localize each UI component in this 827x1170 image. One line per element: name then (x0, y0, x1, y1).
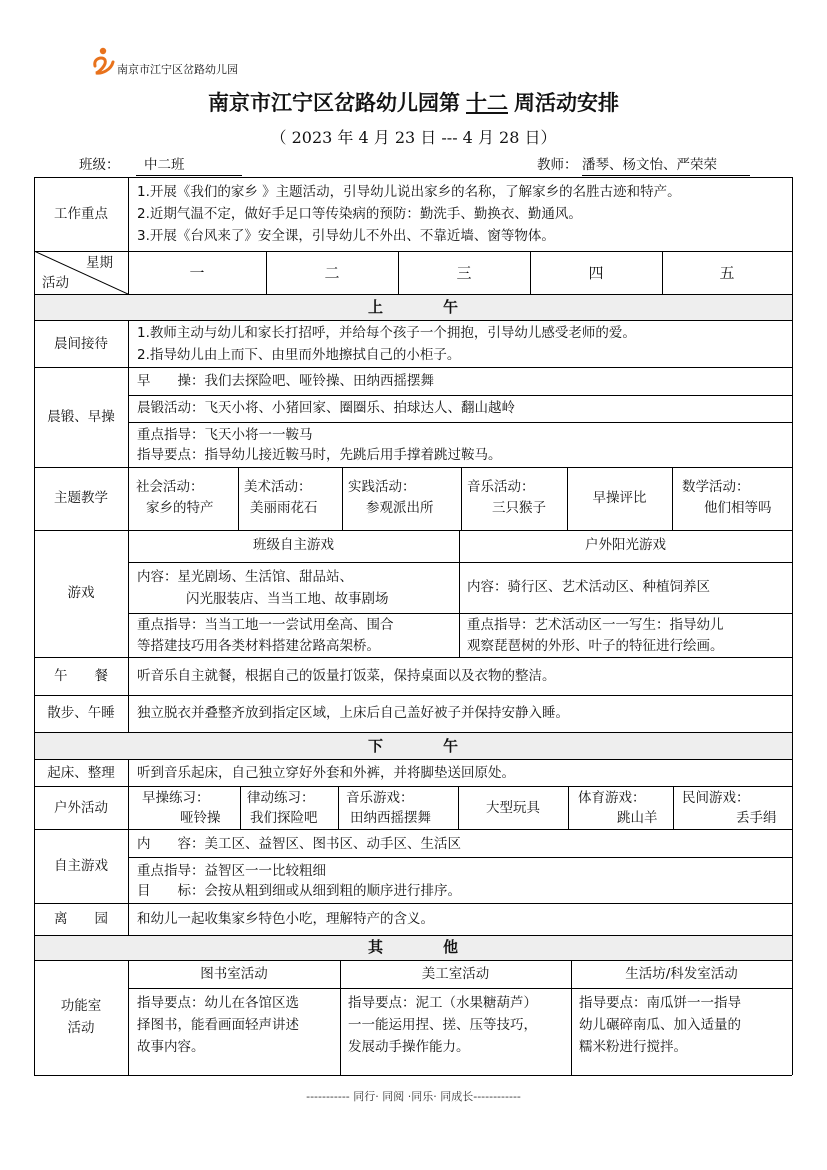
free-play-goal: 目 标：会按从粗到细或从细到粗的顺序进行排序。 (137, 883, 461, 899)
nap-label: 散步、午睡 (47, 705, 115, 721)
theme-cell-3-value: 参观派出所 (366, 500, 434, 516)
outdoor-game-content: 内容：骑行区、艺术活动区、种植饲养区 (467, 579, 710, 595)
date-range: （ 2023 年 4 月 23 日 --- 4 月 28 日） (270, 128, 557, 147)
theme-cell-2-value: 美丽雨花石 (250, 500, 318, 516)
theme-cell-3-title: 实践活动： (348, 479, 416, 495)
wakeup-label: 起床、整理 (47, 765, 115, 781)
class-game-content-2: 闪光服装店、当当工地、故事剧场 (186, 591, 389, 607)
morning-exercise-text: 早 操：我们去探险吧、哑铃操、田纳西摇摆舞 (137, 373, 434, 389)
outdoor-cell-6-title: 民间游戏： (682, 790, 750, 806)
art-room-line-3: 发展动手操作能力。 (348, 1039, 470, 1055)
life-lab-line-3: 糯米粉进行搅拌。 (579, 1039, 687, 1055)
outdoor-cell-6-value: 丢手绢 (736, 810, 777, 826)
weekday-tue: 二 (324, 264, 340, 282)
weekday-wed: 三 (456, 264, 472, 282)
work-focus-item-2: 2.近期气温不定，做好手足口等传染病的预防：勤洗手、勤换衣、勤通风。 (137, 206, 582, 222)
class-game-focus-2: 等搭建技巧用各类材料搭建岔路高架桥。 (137, 638, 380, 654)
outdoor-cell-1-value: 哑铃操 (180, 810, 221, 826)
leave-text: 和幼儿一起收集家乡特色小吃，理解特产的含义。 (137, 911, 434, 927)
life-lab-title: 生活坊/科发室活动 (625, 966, 738, 982)
work-focus-item-3: 3.开展《台风来了》安全课，引导幼儿不外出、不靠近墙、窗等物体。 (137, 228, 555, 244)
morning-points-text: 指导要点：指导幼儿接近鞍马时，先跳后用手撑着跳过鞍马。 (137, 447, 502, 463)
lunch-text: 听音乐自主就餐，根据自己的饭量打饭菜，保持桌面以及衣物的整洁。 (137, 668, 556, 684)
outdoor-cell-5-title: 体育游戏： (578, 790, 646, 806)
library-room-title: 图书室活动 (200, 966, 268, 982)
page-title: 南京市江宁区岔路幼儿园第 十二 周活动安排 (208, 91, 619, 115)
work-focus-item-1: 1.开展《我们的家乡 》主题活动，引导幼儿说出家乡的名称，了解家乡的名胜古迹和特产。 (137, 184, 681, 200)
morning-reception-item-1: 1.教师主动与幼儿和家长打招呼，并给每个孩子一个拥抱，引导幼儿感受老师的爱。 (137, 325, 636, 341)
outdoor-cell-2-title: 律动练习： (247, 790, 315, 806)
art-room-line-2: 一一能运用捏、搓、压等技巧， (348, 1017, 537, 1033)
free-play-label: 自主游戏 (54, 858, 108, 874)
morning-exercise-label: 晨锻、早操 (47, 409, 115, 425)
function-room-label-2: 活动 (67, 1020, 95, 1036)
library-room-line-2: 择图书，能看画面轻声讲述 (137, 1017, 299, 1033)
theme-cell-1-title: 社会活动： (136, 479, 204, 495)
other-section-header: 其 他 (367, 938, 458, 956)
theme-cell-4-title: 音乐活动： (467, 479, 535, 495)
header-diag-bottom: 活动 (42, 275, 69, 291)
theme-cell-1-value: 家乡的特产 (146, 500, 214, 516)
afternoon-section-header: 下 午 (367, 737, 458, 755)
school-logo-icon (89, 46, 119, 80)
week-number: 十二 (466, 91, 508, 115)
outdoor-cell-4-title: 大型玩具 (486, 800, 540, 816)
theme-cell-6-title: 数学活动： (682, 479, 750, 495)
school-logo-text: 南京市江宁区岔路幼儿园 (117, 63, 238, 76)
art-room-line-1: 指导要点：泥工（水果糖葫芦） (348, 995, 537, 1011)
outdoor-game-focus-2: 观察琵琶树的外形、叶子的特征进行绘画。 (467, 638, 724, 654)
free-play-focus: 重点指导：益智区一一比较粗细 (137, 863, 326, 879)
art-room-title: 美工室活动 (421, 966, 490, 982)
life-lab-line-1: 指导要点：南瓜饼一一指导 (579, 995, 741, 1011)
morning-reception-item-2: 2.指导幼儿由上而下、由里而外地擦拭自己的小柜子。 (137, 347, 461, 363)
teacher-names: 潘琴、杨文怡、严荣荣 (582, 155, 750, 176)
function-room-label-1: 功能室 (60, 998, 102, 1014)
games-label: 游戏 (67, 585, 95, 601)
class-name: 中二班 (136, 155, 242, 176)
life-lab-line-2: 幼儿碾碎南瓜、加入适量的 (579, 1017, 741, 1033)
class-label: 班级： (79, 157, 120, 173)
outdoor-cell-5-value: 跳山羊 (617, 810, 658, 826)
class-game-focus-1: 重点指导：当当工地一一尝试用垒高、围合 (137, 617, 394, 633)
library-room-line-1: 指导要点：幼儿在各馆区选 (137, 995, 299, 1011)
theme-cell-6-value: 他们相等吗 (704, 500, 772, 516)
leave-label: 离 园 (54, 911, 108, 927)
nap-text: 独立脱衣并叠整齐放到指定区域，上床后自己盖好被子并保持安静入睡。 (137, 705, 569, 721)
morning-activities-text: 晨锻活动：飞天小将、小猪回家、圈圈乐、拍球达人、翻山越岭 (137, 400, 515, 416)
lunch-label: 午 餐 (54, 668, 108, 684)
theme-cell-4-value: 三只猴子 (492, 500, 546, 516)
header-diag-top: 星期 (86, 255, 113, 271)
class-game-content-1: 内容：星光剧场、生活馆、甜品站、 (137, 569, 353, 585)
outdoor-game-header: 户外阳光游戏 (585, 537, 666, 553)
outdoor-cell-1-title: 早操练习： (142, 790, 210, 806)
work-focus-label: 工作重点 (54, 206, 108, 222)
outdoor-cell-3-title: 音乐游戏： (346, 790, 414, 806)
footer-motto: ----------- 同行· 同阅 ·同乐· 同成长------------ (306, 1090, 521, 1103)
class-game-header: 班级自主游戏 (253, 537, 334, 553)
morning-focus-text: 重点指导：飞天小将一一鞍马 (137, 427, 313, 443)
weekday-mon: 一 (189, 264, 205, 282)
theme-cell-2-title: 美术活动： (244, 479, 312, 495)
outdoor-label: 户外活动 (54, 800, 108, 816)
wakeup-text: 听到音乐起床，自己独立穿好外套和外裤，并将脚垫送回原处。 (137, 765, 515, 781)
theme-teaching-label: 主题教学 (54, 490, 108, 506)
outdoor-game-focus-1: 重点指导：艺术活动区一一写生：指导幼儿 (467, 617, 724, 633)
outdoor-cell-2-value: 我们探险吧 (250, 810, 318, 826)
morning-section-header: 上 午 (367, 298, 458, 316)
morning-reception-label: 晨间接待 (54, 336, 108, 352)
free-play-content: 内 容：美工区、益智区、图书区、动手区、生活区 (137, 836, 461, 852)
teacher-label: 教师： (537, 157, 578, 173)
library-room-line-3: 故事内容。 (137, 1039, 205, 1055)
weekday-fri: 五 (719, 264, 735, 282)
outdoor-cell-3-value: 田纳西摇摆舞 (350, 810, 431, 826)
theme-cell-5-title: 早操评比 (592, 490, 647, 506)
weekday-thu: 四 (588, 264, 604, 282)
